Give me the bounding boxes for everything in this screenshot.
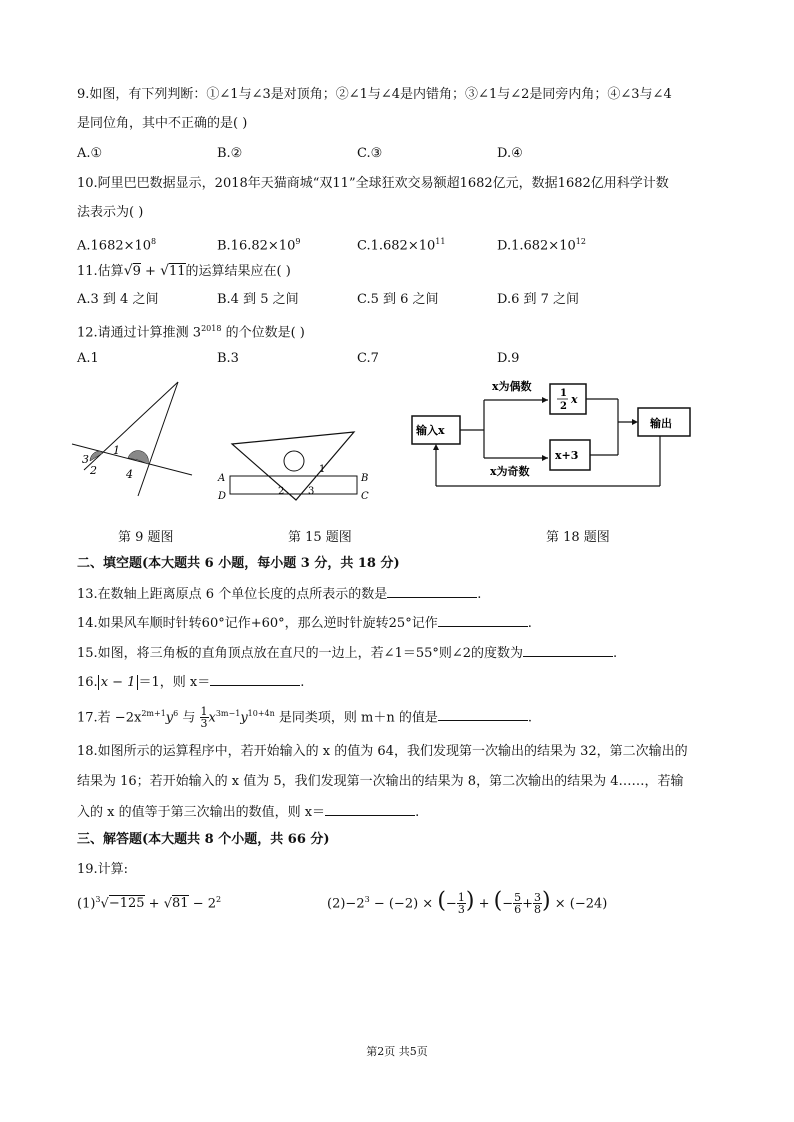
fig15-label-3: 3: [308, 486, 315, 497]
figure-18: [404, 372, 716, 494]
q18-line1: 18.如图所示的运算程序中，若开始输入的 x 的值为 64，我们发现第一次输出的结果为 32，第二次输出的: [77, 744, 688, 759]
q10-option-a: $A.1682\times 10^8$: [77, 237, 157, 254]
q12-option-b: B.3: [217, 351, 239, 366]
q12-line: 12.请通过计算推测 $3^{2018}$ 的个位数是( ): [77, 324, 305, 341]
fig18-caption: 第 18 题图: [546, 530, 610, 545]
q19-part1: $(1)^3√-125 + √81 - 2^2$: [77, 895, 222, 912]
q14-line: 14.如果风车顺时针转60°记作+60°，那么逆时针旋转25°记作 .: [77, 613, 532, 633]
section3-title: 三、解答题(本大题共 8 个小题，共 66 分): [77, 832, 330, 847]
q10-option-d: $D.1.682\times 10^{12}$: [497, 237, 586, 254]
fig15-label-1: 1: [319, 464, 326, 475]
q18-line2: 结果为 16；若开始输入的 x 值为 5，我们发现第一次输出的结果为 8，第二次输出的结果为 4……，若输: [77, 774, 684, 789]
q9-option-b: B.②: [217, 146, 243, 161]
q19-part2: $(2)-2^3 - (-2)$ × (− $\frac{1}{3}$ ) + (− $\frac{5}{6}$ + $\frac{3}{8}$ ) × (−24): [327, 888, 608, 917]
q10-option-c: $C.1.682\times 10^{11}$: [357, 237, 446, 254]
fig15-label-2: 2: [278, 486, 285, 497]
fig18-input-label: 输入x: [416, 424, 445, 437]
fig18-half-num: 1: [560, 388, 567, 399]
fig15-label-a: A: [218, 473, 226, 484]
q11-option-d: D.6 到 7 之间: [497, 292, 580, 307]
q17-line: 17.若 $-2x^{2m+1}y^6$ 与 $\frac{1}{3}$ $x^{3m-1}y^{10+4n}$ 是同类项，则 m＋n 的值是 .: [77, 705, 533, 731]
page-footer: 第2页 共5页: [366, 1045, 428, 1058]
q11-option-a: A.3 到 4 之间: [77, 292, 159, 307]
fig9-label-2: 2: [90, 464, 97, 477]
q10-line2: 法表示为( ): [77, 205, 144, 220]
q9-option-a: A.①: [77, 146, 103, 161]
figure-15: [212, 428, 382, 506]
fig18-even-label: x为偶数: [492, 380, 532, 393]
q13-line: 13.在数轴上距离原点 6 个单位长度的点所表示的数是 .: [77, 584, 481, 604]
q11-line: 11.估算√9 + √11的运算结果应在( ): [77, 263, 291, 279]
fig18-half-den: 2: [560, 401, 567, 412]
q10-option-b: $B.16.82\times 10^9$: [217, 237, 301, 254]
fig18-odd-label: x为奇数: [490, 465, 530, 478]
q15-line: 15.如图，将三角板的直角顶点放在直尺的一边上，若∠1＝55°则∠2的度数为 .: [77, 643, 617, 663]
fig9-label-1: 1: [113, 444, 120, 457]
q16-line: 16. x − 1 ＝1，则 x＝ .: [77, 672, 304, 692]
q12-option-c: C.7: [357, 351, 379, 366]
fig18-plus3-label: x+3: [555, 449, 579, 462]
q9-option-d: D.④: [497, 146, 523, 161]
fig15-caption: 第 15 题图: [288, 530, 352, 545]
fig15-label-b: B: [361, 473, 369, 484]
q11-option-b: B.4 到 5 之间: [217, 292, 299, 307]
figure-9: [70, 378, 200, 498]
fig9-label-3: 3: [82, 453, 89, 466]
fig9-label-4: 4: [126, 468, 133, 481]
q12-option-d: D.9: [497, 351, 520, 366]
q11-option-c: C.5 到 6 之间: [357, 292, 439, 307]
fig18-output-label: 输出: [650, 417, 672, 430]
q9-line1: 9.如图，有下列判断：①∠1与∠3是对顶角；②∠1与∠4是内错角；③∠1与∠2是同旁内角；④∠3与∠4: [77, 87, 672, 102]
q10-line1: 10.阿里巴巴数据显示，2018年天猫商城“双11”全球狂欢交易额超1682亿元，数据1682亿用科学计数: [77, 176, 669, 191]
section2-title: 二、填空题(本大题共 6 小题，每小题 3 分，共 18 分): [77, 556, 400, 571]
fig15-label-d: D: [218, 491, 227, 502]
fig15-label-c: C: [361, 491, 369, 502]
fig9-caption: 第 9 题图: [118, 530, 174, 545]
q9-line2: 是同位角，其中不正确的是( ): [77, 116, 248, 131]
q18-line3: 入的 x 的值等于第三次输出的数值，则 x＝ .: [77, 802, 419, 822]
fig18-half-var: x: [571, 393, 578, 406]
q19-title: 19.计算:: [77, 862, 129, 877]
q9-option-c: C.③: [357, 146, 383, 161]
q12-option-a: A.1: [77, 351, 99, 366]
